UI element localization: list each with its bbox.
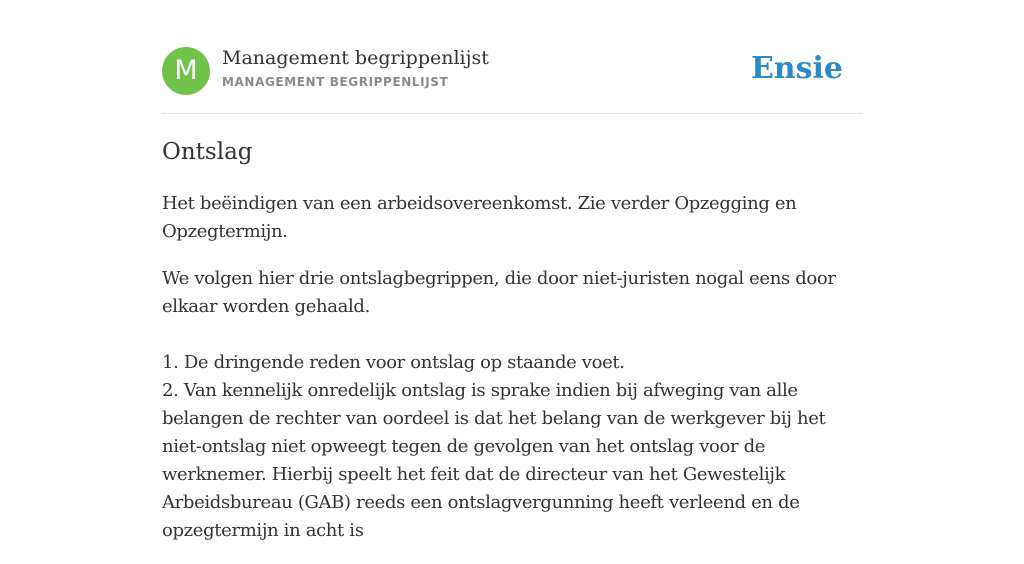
header xyxy=(162,46,862,96)
entry-paragraph: Het beëindigen van een arbeidsovereenkomst. Zie verder Opzegging en Opzegtermijn. xyxy=(162,193,797,242)
entry-term: Ontslag xyxy=(162,139,253,165)
avatar[interactable]: M xyxy=(162,47,210,95)
site-subtitle[interactable]: MANAGEMENT BEGRIPPENLIJST xyxy=(222,75,449,89)
entry-content xyxy=(162,136,862,564)
site-title[interactable]: Management begrippenlijst xyxy=(222,47,489,69)
entry-paragraph: We volgen hier drie ontslagbegrippen, die door niet-juristen nogal eens door elkaar worden gehaald. 1. De dringende reden voor ontslag op staande voet. 2. Van kennelijk onredelijk ontslag is sprake indien bij afweging van alle belangen de rechter van oordeel is dat het belang van de werkgever bij het niet-ontslag niet opweegt tegen de gevolgen van het ontslag voor de werknemer. Hierbij speelt het feit dat de directeur van het Gewestelijk Arbeidsbureau (GAB) reeds een ontslagvergunning heeft verleend en de opzegtermijn in acht is xyxy=(162,268,836,541)
brand-logo[interactable]: Ensie xyxy=(750,51,843,86)
header-divider xyxy=(162,113,862,114)
